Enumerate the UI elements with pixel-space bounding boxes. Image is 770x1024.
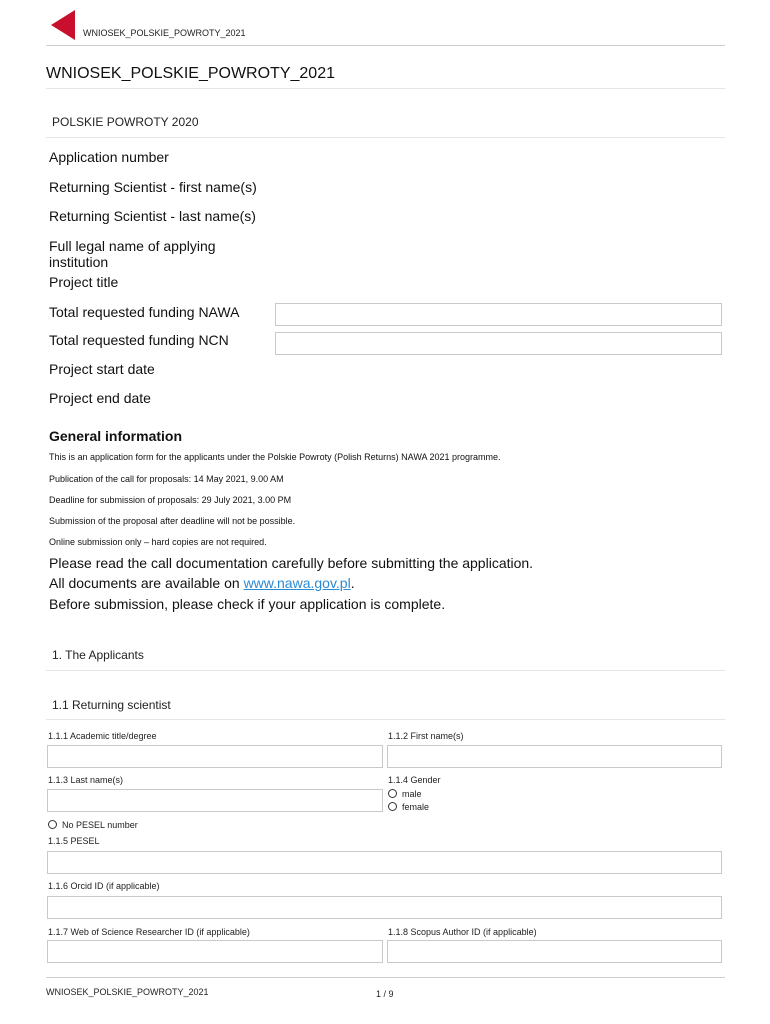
- scopus-input[interactable]: [387, 940, 722, 963]
- label-application-number: Application number: [49, 149, 169, 165]
- applicants-divider: [46, 670, 725, 671]
- general-info-line: Deadline for submission of proposals: 29 July 2021, 3.00 PM: [49, 495, 292, 505]
- nawa-website-link[interactable]: www.nawa.gov.pl: [243, 575, 351, 591]
- section-applicants: 1. The Applicants: [52, 648, 144, 662]
- funding-nawa-input[interactable]: [275, 303, 722, 326]
- header-divider: [46, 45, 725, 46]
- gender-option-male[interactable]: [388, 789, 422, 799]
- label-funding-nawa: Total requested funding NAWA: [49, 304, 240, 320]
- label-project-title: Project title: [49, 274, 119, 290]
- label-funding-ncn: Total requested funding NCN: [49, 332, 229, 348]
- label-academic-title: 1.1.1 Academic title/degree: [48, 731, 157, 741]
- radio-no-pesel-icon[interactable]: [48, 820, 57, 829]
- label-wos: 1.1.7 Web of Science Researcher ID (if applicable): [48, 927, 250, 937]
- nawa-logo-icon: [51, 10, 75, 40]
- orcid-input[interactable]: [47, 896, 722, 919]
- label-scopus: 1.1.8 Scopus Author ID (if applicable): [388, 927, 537, 937]
- footer-divider: [46, 977, 725, 978]
- label-institution: Full legal name of applying institution: [49, 238, 216, 270]
- first-names-input[interactable]: [387, 745, 722, 768]
- radio-female-icon[interactable]: [388, 802, 397, 811]
- title-divider: [46, 88, 725, 89]
- general-info-line: Publication of the call for proposals: 14 May 2021, 9.00 AM: [49, 474, 284, 484]
- document-title: WNIOSEK_POLSKIE_POWROTY_2021: [46, 65, 335, 82]
- label-end-date: Project end date: [49, 390, 151, 406]
- gender-female-label: female: [402, 802, 430, 812]
- no-pesel-label: No PESEL number: [62, 820, 138, 830]
- gender-option-female[interactable]: [388, 802, 429, 812]
- page-number: 1 / 9: [376, 989, 394, 999]
- notice-documents: [49, 575, 355, 591]
- label-pesel: 1.1.5 PESEL: [48, 836, 100, 846]
- pesel-input[interactable]: [47, 851, 722, 874]
- notice-check: Before submission, please check if your application is complete.: [49, 596, 446, 612]
- program-name: POLSKIE POWROTY 2020: [52, 115, 199, 129]
- label-orcid: 1.1.6 Orcid ID (if applicable): [48, 881, 160, 891]
- no-pesel-option[interactable]: [48, 820, 138, 830]
- label-last-names: 1.1.3 Last name(s): [48, 775, 124, 785]
- label-start-date: Project start date: [49, 361, 155, 377]
- radio-male-icon[interactable]: [388, 789, 397, 798]
- footer-title: WNIOSEK_POLSKIE_POWROTY_2021: [46, 987, 209, 997]
- funding-ncn-input[interactable]: [275, 332, 722, 355]
- notice-documents-period: .: [350, 575, 355, 591]
- label-first-name: Returning Scientist - first name(s): [49, 179, 257, 195]
- program-divider: [46, 137, 725, 138]
- gender-male-label: male: [402, 789, 422, 799]
- notice-documents-text: All documents are available on: [49, 575, 244, 591]
- general-info-heading: General information: [49, 428, 183, 444]
- running-header: WNIOSEK_POLSKIE_POWROTY_2021: [83, 28, 246, 38]
- section-returning-scientist: 1.1 Returning scientist: [52, 698, 171, 712]
- notice-read-docs: Please read the call documentation carefully before submitting the application.: [49, 555, 534, 571]
- label-last-name: Returning Scientist - last name(s): [49, 208, 256, 224]
- returning-divider: [46, 719, 725, 720]
- general-info-line: Submission of the proposal after deadline will not be possible.: [49, 516, 296, 526]
- last-names-input[interactable]: [47, 789, 383, 812]
- academic-title-input[interactable]: [47, 745, 383, 768]
- general-info-line: This is an application form for the applicants under the Polskie Powroty (Polish Returns) NAWA 2021 programme.: [49, 452, 501, 462]
- wos-input[interactable]: [47, 940, 383, 963]
- general-info-line: Online submission only – hard copies are not required.: [49, 537, 267, 547]
- label-first-names: 1.1.2 First name(s): [388, 731, 464, 741]
- label-gender: 1.1.4 Gender: [388, 775, 441, 785]
